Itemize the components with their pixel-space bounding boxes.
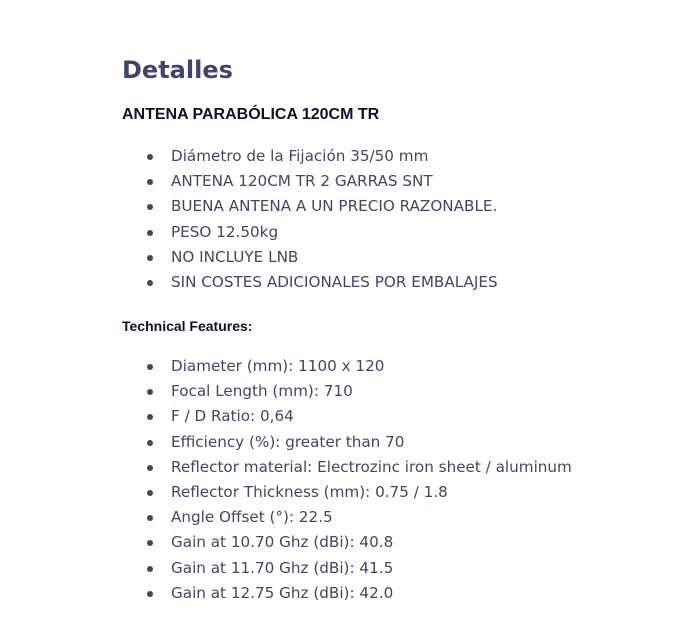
bullet-icon [147,540,153,546]
product-name: ANTENA PARABÓLICA 120CM TR [122,106,380,123]
list-item-text: Efficiency (%): greater than 70 [171,432,405,451]
bullet-icon [147,364,153,370]
list-item [122,404,572,429]
technical-features-heading: Technical Features: [122,318,253,334]
list-item [122,430,572,455]
list-item-text: BUENA ANTENA A UN PRECIO RAZONABLE. [171,197,498,216]
list-item [122,245,498,270]
bullet-icon [147,566,153,572]
list-item [122,505,572,530]
bullet-icon [147,515,153,521]
bullet-icon [147,465,153,471]
bullet-icon [147,490,153,496]
list-item-text: Gain at 11.70 Ghz (dBi): 41.5 [171,558,394,577]
list-item-text: Diameter (mm): 1100 x 120 [171,357,385,375]
bullet-icon [147,154,153,160]
list-item [122,220,498,245]
list-item [122,530,572,555]
bullet-icon [147,179,153,185]
list-item [122,169,498,194]
bullet-icon [147,255,153,261]
list-item-text: Gain at 12.75 Ghz (dBi): 42.0 [171,583,394,602]
list-item [122,194,498,219]
list-item [122,556,572,581]
bullet-icon [147,204,153,210]
list-item [122,480,572,505]
list-item-text: PESO 12.50kg [171,222,279,241]
bullet-icon [147,591,153,597]
bullet-icon [147,440,153,446]
list-item-text: Reflector material: Electrozinc iron sheet / aluminum [171,457,572,476]
list-item-text: Reflector Thickness (mm): 0.75 / 1.8 [171,482,448,501]
details-list [122,144,498,295]
bullet-icon [147,230,153,236]
list-item-text: NO INCLUYE LNB [171,247,299,266]
list-item-text: Diámetro de la Fijación 35/50 mm [171,147,429,165]
list-item [122,581,572,606]
details-heading: Detalles [122,56,233,84]
bullet-icon [147,389,153,395]
list-item-text: Angle Offset (°): 22.5 [171,508,333,527]
list-item-text: Focal Length (mm): 710 [171,382,353,401]
list-item [122,270,498,295]
list-item-text: Gain at 10.70 Ghz (dBi): 40.8 [171,533,394,552]
list-item [122,379,572,404]
bullet-icon [147,280,153,286]
bullet-icon [147,414,153,420]
technical-features-list [122,354,572,606]
list-item-text: SIN COSTES ADICIONALES POR EMBALAJES [171,272,498,291]
list-item [122,455,572,480]
list-item [122,144,498,169]
list-item [122,354,572,379]
list-item-text: ANTENA 120CM TR 2 GARRAS SNT [171,172,433,191]
list-item-text: F / D Ratio: 0,64 [171,407,294,426]
